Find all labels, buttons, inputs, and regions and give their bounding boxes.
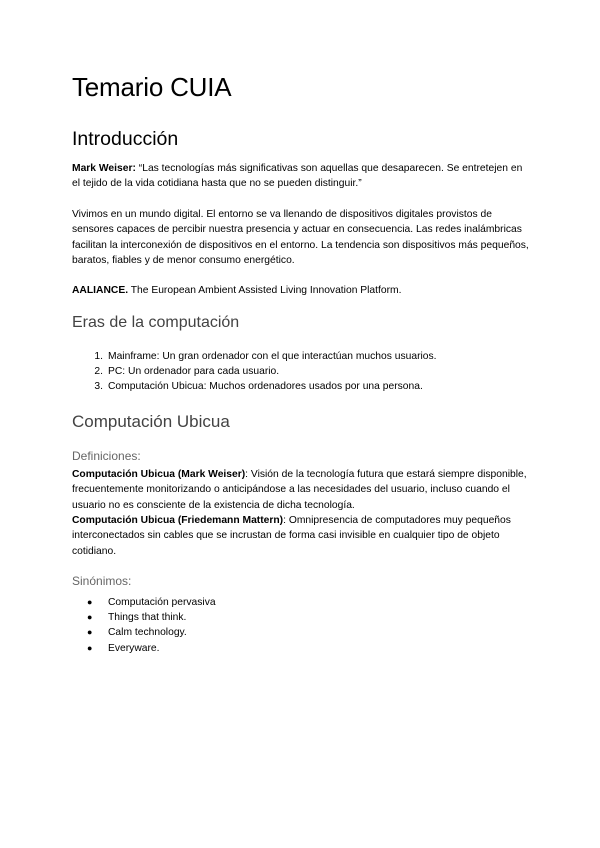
list-item <box>72 349 437 364</box>
bullet-icon: ● <box>87 627 93 638</box>
list-number: 1. <box>94 351 103 362</box>
list-item-text: Mainframe: Un gran ordenador con el que interactúan muchos usuarios. <box>108 351 437 362</box>
list-item <box>72 379 437 394</box>
definition-text: : Visión de la tecnología futura que estará siempre disponible, frecuentemente monitorizando o anticipándose a las necesidades del usuario, incluso cuando el usuario no es consciente de la existencia de dicha tecnología. <box>72 469 527 511</box>
list-item-text: Things that think. <box>108 612 187 624</box>
list-item-text: Computación pervasiva <box>108 597 216 608</box>
aaliance-line <box>72 283 532 298</box>
synonyms-heading: Sinónimos: <box>72 574 132 588</box>
list-item-text: Computación Ubicua: Muchos ordenadores usados por una persona. <box>108 381 423 393</box>
definition-term: Computación Ubicua (Friedemann Mattern) <box>72 515 284 526</box>
definition-text: : Omnipresencia de computadores muy pequeños interconectados sin cables que se incrustan de forma casi invisible en cualquier tipo de objeto cotidiano. <box>72 515 511 557</box>
page-title: Temario CUIA <box>72 72 232 102</box>
list-item <box>72 364 437 379</box>
aaliance-label: AALIANCE. <box>72 285 129 296</box>
definition-weiser <box>72 467 532 513</box>
eras-heading: Eras de la computación <box>72 314 240 331</box>
bullet-icon: ● <box>87 642 93 653</box>
list-item-text: PC: Un ordenador para cada usuario. <box>108 366 280 378</box>
ubicua-heading: Computación Ubicua <box>72 412 230 431</box>
quote-text: “Las tecnologías más significativas son aquellas que desaparecen. Se entretejen en el tejido de la vida cotidiana hasta que no se pueden distinguir.” <box>72 163 523 190</box>
definition-term: Computación Ubicua (Mark Weiser) <box>72 469 246 480</box>
weiser-quote <box>72 161 532 192</box>
list-item <box>72 641 216 656</box>
aaliance-text: The European Ambient Assisted Living Innovation Platform. <box>128 285 402 296</box>
list-item-text: Calm technology. <box>108 627 187 639</box>
intro-paragraph: Vivimos en un mundo digital. El entorno se va llenando de dispositivos digitales provistos de sensores capaces de percibir nuestra presencia y actuar en consecuencia. Las redes inalámbricas facilitan la interconexión de dispositivos en el entorno. La tendencia son dispositivos más pequeños, baratos, fiables y de menor consumo energético. <box>72 209 529 267</box>
eras-list <box>72 349 437 395</box>
list-item <box>72 595 216 610</box>
quote-author: Mark Weiser: <box>72 163 136 174</box>
list-item <box>72 610 216 625</box>
bullet-icon: ● <box>87 612 93 623</box>
synonyms-list <box>72 595 216 656</box>
list-number: 2. <box>94 366 103 378</box>
intro-heading: Introducción <box>72 128 179 150</box>
list-item <box>72 625 216 640</box>
list-number: 3. <box>94 381 103 393</box>
list-item-text: Everyware. <box>108 642 160 654</box>
definition-mattern <box>72 513 532 559</box>
definitions-heading: Definiciones: <box>72 449 141 463</box>
bullet-icon: ● <box>87 597 93 607</box>
